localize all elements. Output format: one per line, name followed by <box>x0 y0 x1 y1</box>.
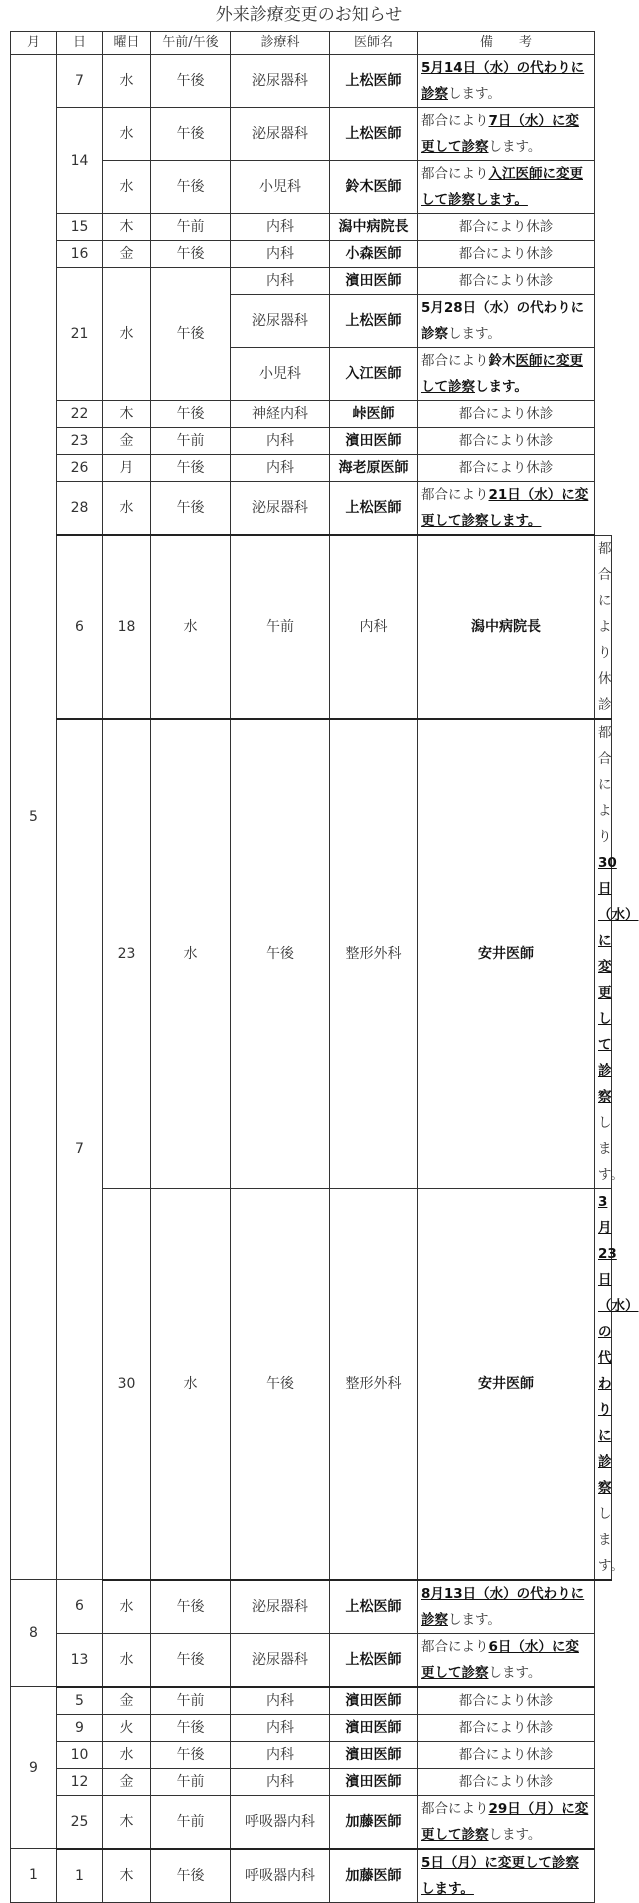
doctor-cell: 上松医師 <box>330 295 418 348</box>
table-row <box>11 1768 612 1795</box>
note-text: します。 <box>488 1664 542 1681</box>
month-cell: 6 <box>57 535 103 719</box>
day-cell: 1 <box>57 1849 103 1903</box>
department-cell: 呼吸器内科 <box>231 1849 330 1903</box>
session-cell: 午前 <box>151 214 231 241</box>
note-cell: 都合により休診 <box>418 241 595 268</box>
note-text: 3月23日（水）の代わりに診察 <box>598 1193 639 1496</box>
note-text: します。 <box>598 1114 624 1183</box>
note-cell: 都合により休診 <box>418 1714 595 1741</box>
note-cell: 都合により休診 <box>418 455 595 482</box>
note-text: 5月14日（水）の代わりに診察 <box>421 60 585 102</box>
day-cell: 22 <box>57 401 103 428</box>
note-text: 6日（水）に変更して診察 <box>421 1638 579 1681</box>
table-row <box>11 1795 612 1849</box>
weekday-cell: 水 <box>103 1633 151 1687</box>
note-cell <box>418 1849 595 1903</box>
department-cell: 泌尿器科 <box>231 1633 330 1687</box>
note-text: 都合により <box>598 724 612 845</box>
department-cell: 内科 <box>330 535 418 719</box>
session-cell: 午後 <box>151 1714 231 1741</box>
note-text: 5日（月）に変更して診察します。 <box>421 1854 579 1897</box>
session-cell: 午前 <box>151 1768 231 1795</box>
table-row <box>11 1580 612 1634</box>
doctor-cell: 鈴木医師 <box>330 161 418 214</box>
doctor-cell: 上松医師 <box>330 1580 418 1634</box>
doctor-cell: 加藤医師 <box>330 1795 418 1849</box>
doctor-cell: 濱田医師 <box>330 1714 418 1741</box>
weekday-cell: 水 <box>151 719 231 1189</box>
note-text: 医師に変更して診察 <box>421 353 583 395</box>
weekday-cell: 水 <box>103 1741 151 1768</box>
department-cell: 泌尿器科 <box>231 1580 330 1634</box>
session-cell: 午後 <box>151 268 231 401</box>
header-weekday: 曜日 <box>103 32 151 55</box>
day-cell: 9 <box>57 1714 103 1741</box>
note-text: します。 <box>448 86 501 102</box>
doctor-cell: 安井医師 <box>418 1188 595 1580</box>
day-cell: 12 <box>57 1768 103 1795</box>
day-cell: 23 <box>103 719 151 1189</box>
day-cell: 23 <box>57 428 103 455</box>
weekday-cell: 火 <box>103 1714 151 1741</box>
weekday-cell: 水 <box>103 55 151 108</box>
day-cell: 26 <box>57 455 103 482</box>
session-cell: 午後 <box>151 455 231 482</box>
table-row <box>11 401 612 428</box>
session-cell: 午後 <box>151 1633 231 1687</box>
header-day: 日 <box>57 32 103 55</box>
weekday-cell: 金 <box>103 1768 151 1795</box>
table-header-row <box>11 32 612 55</box>
session-cell: 午後 <box>151 241 231 268</box>
table-row <box>11 428 612 455</box>
note-text: 8月13日（水）の代わりに診察 <box>421 1585 585 1628</box>
note-cell <box>418 55 595 108</box>
session-cell: 午後 <box>151 161 231 214</box>
note-cell: 都合により休診 <box>418 428 595 455</box>
note-text: します。 <box>488 1826 542 1843</box>
header-note: 備 考 <box>418 32 595 55</box>
day-cell: 30 <box>103 1188 151 1580</box>
day-cell: 6 <box>57 1580 103 1634</box>
table-row <box>11 108 612 161</box>
doctor-cell: 濱田医師 <box>330 268 418 295</box>
department-cell: 泌尿器科 <box>231 108 330 161</box>
table-row <box>11 1687 612 1715</box>
doctor-cell: 海老原医師 <box>330 455 418 482</box>
day-cell: 10 <box>57 1741 103 1768</box>
note-cell: 都合により休診 <box>418 401 595 428</box>
header-department: 診療科 <box>231 32 330 55</box>
session-cell: 午前 <box>231 535 330 719</box>
session-cell: 午前 <box>151 428 231 455</box>
note-cell: 都合により休診 <box>595 535 612 719</box>
table-row <box>11 241 612 268</box>
department-cell: 泌尿器科 <box>231 295 330 348</box>
department-cell: 泌尿器科 <box>231 55 330 108</box>
session-cell: 午後 <box>231 719 330 1189</box>
note-cell <box>418 1633 595 1687</box>
department-cell: 内科 <box>231 428 330 455</box>
page-title: 外来診療変更のお知らせ <box>215 5 403 25</box>
note-cell <box>418 295 595 348</box>
weekday-cell: 木 <box>103 1849 151 1903</box>
weekday-cell: 木 <box>103 401 151 428</box>
note-text: 鈴木 <box>488 353 516 369</box>
session-cell: 午後 <box>151 1849 231 1903</box>
weekday-cell: 木 <box>103 214 151 241</box>
doctor-cell: 濱田医師 <box>330 1768 418 1795</box>
department-cell: 呼吸器内科 <box>231 1795 330 1849</box>
department-cell: 神経内科 <box>231 401 330 428</box>
month-cell: 1 <box>11 1849 57 1903</box>
doctor-cell: 潟中病院長 <box>330 214 418 241</box>
session-cell: 午後 <box>151 55 231 108</box>
day-cell: 15 <box>57 214 103 241</box>
weekday-cell: 木 <box>103 1795 151 1849</box>
table-row <box>11 1714 612 1741</box>
day-cell: 28 <box>57 482 103 536</box>
note-text: 30日（水）に変更して診察 <box>598 854 639 1105</box>
table-row <box>11 1633 612 1687</box>
doctor-cell: 潟中病院長 <box>418 535 595 719</box>
department-cell: 内科 <box>231 1687 330 1715</box>
department-cell: 小児科 <box>231 348 330 401</box>
note-cell <box>418 161 595 214</box>
header-doctor: 医師名 <box>330 32 418 55</box>
table-row <box>11 455 612 482</box>
session-cell: 午前 <box>151 1795 231 1849</box>
doctor-cell: 峠医師 <box>330 401 418 428</box>
header-month: 月 <box>11 32 57 55</box>
weekday-cell: 水 <box>103 482 151 536</box>
doctor-cell: 上松医師 <box>330 482 418 536</box>
session-cell: 午後 <box>231 1188 330 1580</box>
note-text: 都合により <box>421 487 489 503</box>
note-cell <box>418 1580 595 1634</box>
doctor-cell: 上松医師 <box>330 1633 418 1687</box>
table-row <box>11 214 612 241</box>
table-row <box>11 719 612 1189</box>
weekday-cell: 水 <box>103 1580 151 1634</box>
note-cell: 都合により休診 <box>418 268 595 295</box>
month-cell: 9 <box>11 1687 57 1849</box>
doctor-cell: 濱田医師 <box>330 428 418 455</box>
day-cell: 25 <box>57 1795 103 1849</box>
weekday-cell: 水 <box>103 268 151 401</box>
header-session: 午前/午後 <box>151 32 231 55</box>
department-cell: 整形外科 <box>330 719 418 1189</box>
note-cell <box>418 348 595 401</box>
doctor-cell: 上松医師 <box>330 108 418 161</box>
note-text: 都合により <box>421 166 489 182</box>
day-cell: 21 <box>57 268 103 401</box>
department-cell: 整形外科 <box>330 1188 418 1580</box>
note-text: 21日（水）に変更して診察します。 <box>421 487 589 529</box>
note-cell <box>418 1795 595 1849</box>
table-row <box>11 55 612 108</box>
session-cell: 午後 <box>151 1580 231 1634</box>
note-text: します。 <box>448 326 501 342</box>
weekday-cell: 水 <box>103 161 151 214</box>
weekday-cell: 水 <box>103 108 151 161</box>
note-text: 29日（月）に変更して診察 <box>421 1800 589 1843</box>
weekday-cell: 水 <box>151 535 231 719</box>
note-cell: 都合により休診 <box>418 214 595 241</box>
note-text: 都合により <box>421 1638 489 1655</box>
note-cell: 都合により休診 <box>418 1687 595 1715</box>
note-cell <box>595 719 639 1189</box>
note-text: 都合により <box>421 353 489 369</box>
note-text: 7日（水）に変更して診察 <box>421 113 579 155</box>
doctor-cell: 安井医師 <box>418 719 595 1189</box>
note-text: 5月28日（水）の代わりに診察 <box>421 300 585 342</box>
month-cell: 8 <box>11 1580 57 1687</box>
session-cell: 午後 <box>151 1741 231 1768</box>
department-cell: 内科 <box>231 455 330 482</box>
day-cell: 14 <box>57 108 103 214</box>
day-cell: 18 <box>103 535 151 719</box>
department-cell: 内科 <box>231 1768 330 1795</box>
day-cell: 7 <box>57 55 103 108</box>
note-text: します。 <box>448 1611 501 1628</box>
doctor-cell: 加藤医師 <box>330 1849 418 1903</box>
day-cell: 5 <box>57 1687 103 1715</box>
doctor-cell: 濱田医師 <box>330 1687 418 1715</box>
weekday-cell: 月 <box>103 455 151 482</box>
department-cell: 泌尿器科 <box>231 482 330 536</box>
note-cell <box>595 1188 639 1580</box>
doctor-cell: 小森医師 <box>330 241 418 268</box>
note-text: 都合により <box>421 113 489 129</box>
table-row <box>11 268 612 295</box>
department-cell: 内科 <box>231 1741 330 1768</box>
note-cell <box>418 108 595 161</box>
weekday-cell: 金 <box>103 1687 151 1715</box>
doctor-cell: 濱田医師 <box>330 1741 418 1768</box>
day-cell: 13 <box>57 1633 103 1687</box>
session-cell: 午後 <box>151 401 231 428</box>
note-cell: 都合により休診 <box>418 1741 595 1768</box>
table-row <box>11 535 612 719</box>
department-cell: 内科 <box>231 268 330 295</box>
doctor-cell: 上松医師 <box>330 55 418 108</box>
note-text: します。 <box>598 1505 624 1574</box>
department-cell: 内科 <box>231 1714 330 1741</box>
session-cell: 午後 <box>151 108 231 161</box>
note-text: します。 <box>475 379 528 395</box>
session-cell: 午前 <box>151 1687 231 1715</box>
month-cell: 5 <box>11 55 57 1580</box>
note-text: します。 <box>488 139 542 155</box>
department-cell: 内科 <box>231 214 330 241</box>
note-cell: 都合により休診 <box>418 1768 595 1795</box>
month-cell: 7 <box>57 719 103 1580</box>
weekday-cell: 水 <box>151 1188 231 1580</box>
schedule-table <box>10 31 639 1903</box>
table-row <box>11 1849 612 1903</box>
department-cell: 小児科 <box>231 161 330 214</box>
table-row <box>11 482 612 536</box>
doctor-cell: 入江医師 <box>330 348 418 401</box>
note-cell <box>418 482 595 536</box>
day-cell: 16 <box>57 241 103 268</box>
note-text: 入江医師に変更して診察します。 <box>421 166 583 208</box>
note-text: 都合により <box>421 1800 489 1817</box>
table-row <box>11 1741 612 1768</box>
department-cell: 内科 <box>231 241 330 268</box>
session-cell: 午後 <box>151 482 231 536</box>
weekday-cell: 金 <box>103 428 151 455</box>
weekday-cell: 金 <box>103 241 151 268</box>
